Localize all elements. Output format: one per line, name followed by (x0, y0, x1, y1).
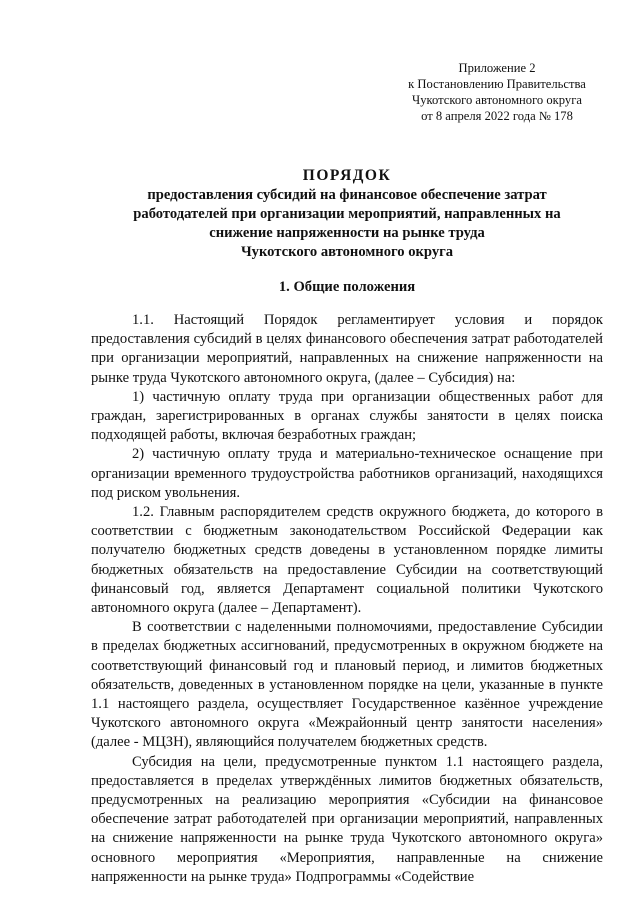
appendix-note (391, 60, 603, 124)
appendix-line: Чукотского автономного округа (412, 93, 582, 107)
appendix-line: от 8 апреля 2022 года № 178 (421, 109, 573, 123)
document-title: ПОРЯДОК (302, 167, 392, 184)
section-heading: 1. Общие положения (278, 279, 416, 295)
document-subtitle (91, 186, 603, 262)
subtitle-line: снижение напряженности на рынке труда (209, 225, 485, 241)
paragraph: 2) частичную оплату труда и материально-техническое оснащение при организации временного трудоустройства работников организаций, находящихся под риском увольнения. (91, 446, 603, 501)
appendix-line: к Постановлению Правительства (408, 77, 586, 91)
appendix-line: Приложение 2 (458, 61, 536, 75)
paragraph: В соответствии с наделенными полномочиями, предоставление Субсидии в пределах бюджетных ассигнований, предусмотренных в окружном бюджете на соответствующий финансовый год и плановый период, и лимитов бюджетных обязательств, доведенных в установленном порядке на цели, указанные в пункте 1.1 настоящего раздела, осуществляет Государственное казённое учреждение Чукотского автономного округа «Межрайонный центр занятости населения» (далее - МЦЗН), являющийся получателем бюджетных средств. (91, 619, 603, 751)
paragraph: Субсидия на цели, предусмотренные пунктом 1.1 настоящего раздела, предоставляется в пределах утверждённых лимитов бюджетных обязательств, предусмотренных на реализацию мероприятия «Субсидии на финансовое обеспечение затрат работодателей при организации мероприятий, направленных на снижение напряженности на рынке труда Чукотского автономного округа» основного мероприятия «Мероприятия, направленные на снижение напряженности на рынке труда» Подпрограммы «Содействие (91, 753, 603, 885)
subtitle-line: предоставления субсидий на финансовое обеспечение затрат (147, 187, 547, 203)
document-body (91, 311, 603, 887)
subtitle-line: Чукотского автономного округа (240, 244, 454, 260)
paragraph: 1) частичную оплату труда при организации общественных работ для граждан, зарегистрированных в органах службы занятости в целях поиска подходящей работы, включая безработных граждан; (91, 388, 603, 444)
paragraph: 1.2. Главным распорядителем средств окружного бюджета, до которого в соответствии с бюджетным законодательством Российской Федерации как получателю бюджетных средств доведены в установленном порядке лимиты бюджетных обязательств на предоставление Субсидии на соответствующий финансовый год, является Департамент социальной политики Чукотского автономного округа (далее – Департамент). (91, 504, 603, 617)
paragraph: 1.1. Настоящий Порядок регламентирует условия и порядок предоставления субсидий в целях финансового обеспечения затрат работодателей при организации мероприятий, направленных на снижение напряженности на рынке труда Чукотского автономного округа, (далее – Субсидия) на: (91, 312, 603, 386)
subtitle-line: работодателей при организации мероприятий, направленных на (133, 206, 561, 222)
